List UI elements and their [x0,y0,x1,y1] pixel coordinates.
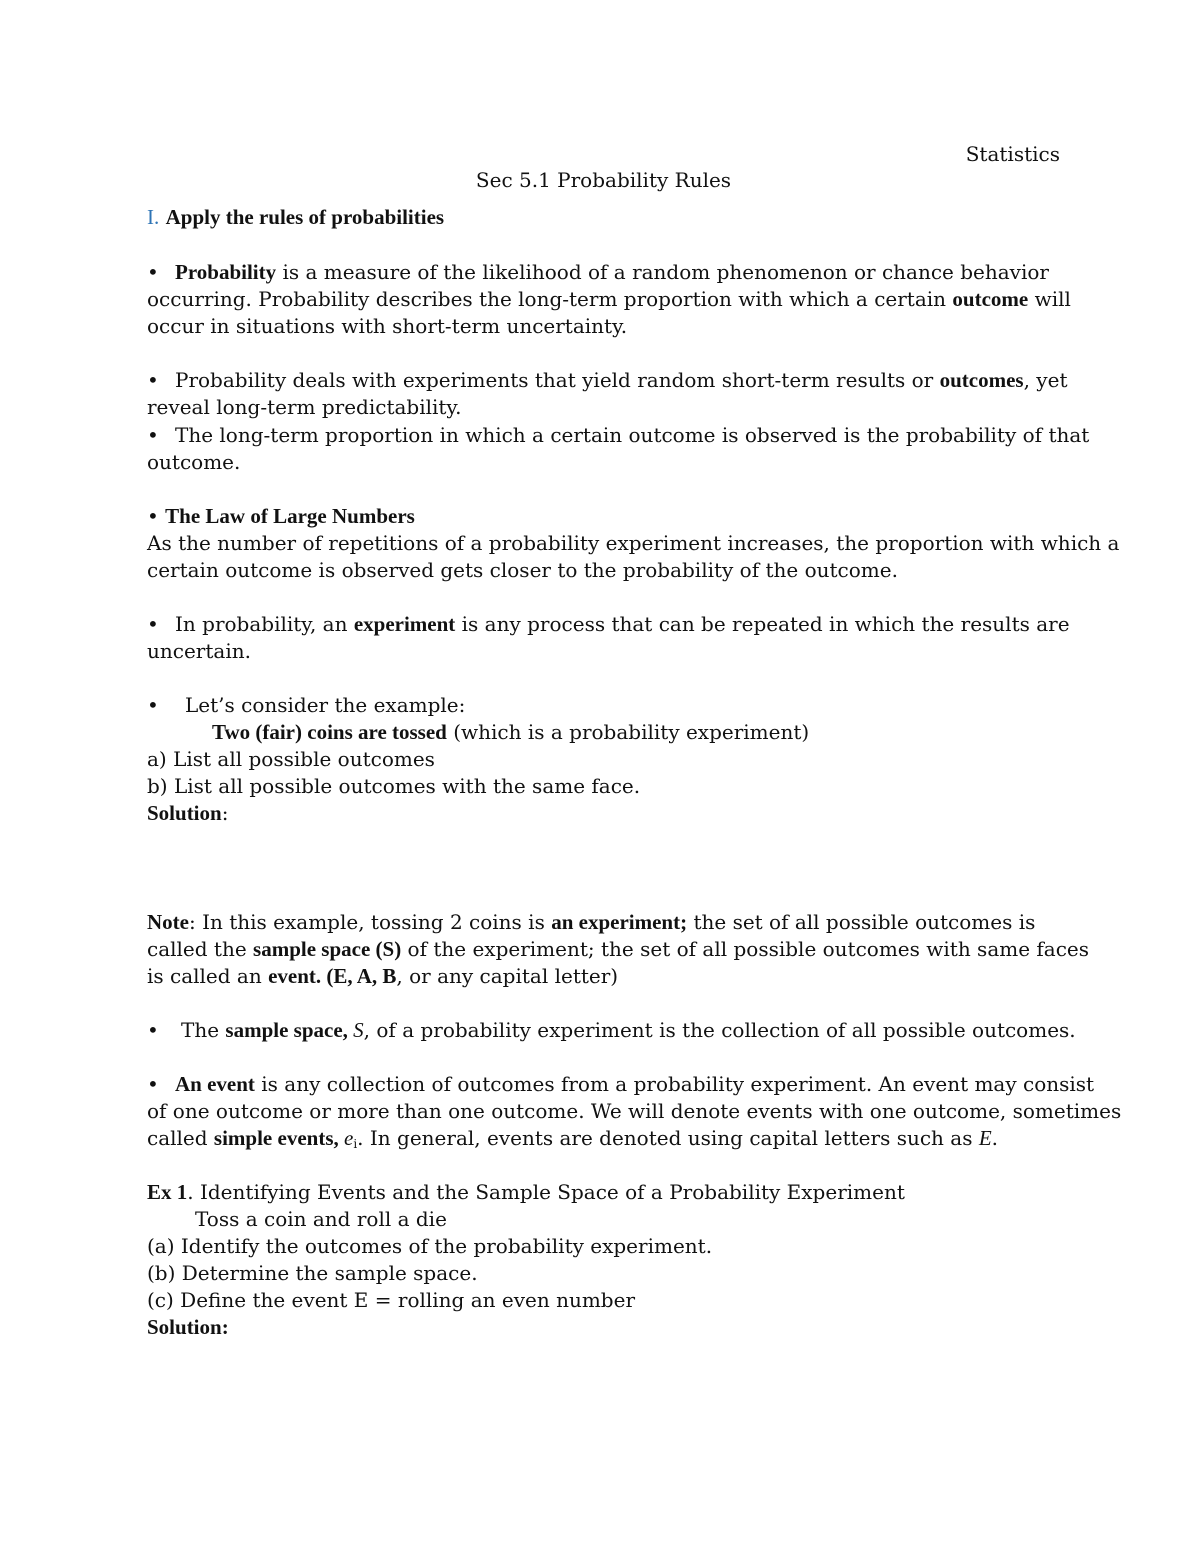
paragraph-experiment-line1 [147,611,1070,637]
term-sample-space: sample space (S) [253,937,402,961]
text: . Identifying Events and the Sample Space of a Probability Experiment [187,1180,905,1204]
example-intro [147,692,465,718]
ex1-part-a: (a) Identify the outcomes of the probability experiment. [147,1234,713,1258]
example-part-a: a) List all possible outcomes [147,747,435,771]
ex1-setup: Toss a coin and roll a die [195,1207,447,1231]
term-experiment: experiment [353,612,456,636]
term-event: event. (E, A, B [268,964,397,988]
symbol-e: e [338,1126,354,1150]
bullet: • [147,693,159,717]
text: The long-term proportion in which a certain outcome is observed is the probability of that [175,423,1090,447]
text: of the experiment; the set of all possible outcomes with same faces [401,937,1090,961]
symbol-s: S [347,1018,364,1042]
paragraph-longterm-line1 [147,422,1089,448]
section-heading [147,204,444,230]
text: . In general, events are denoted using capital letters such as [357,1126,979,1150]
solution-label: Solution [147,801,222,825]
paragraph-outcomes-line2: reveal long-term predictability. [147,395,462,419]
note-line3 [147,963,618,989]
text: is any collection of outcomes from a probability experiment. An event may consist [254,1072,1095,1096]
paragraph-outcomes-line1 [147,367,1067,393]
text: , yet [1023,368,1068,392]
law-heading [147,503,415,529]
text: occurring. Probability describes the long-term proportion with which a certain [147,287,953,311]
bullet: • [147,612,159,636]
text: Probability deals with experiments that yield random short-term results or [175,368,940,392]
note-label: Note [147,910,189,934]
law-title: The Law of Large Numbers [165,504,415,528]
paragraph-probability-line1 [147,259,1049,285]
term-simple-events: simple events, [213,1126,339,1150]
ex1-part-c: (c) Define the event E = rolling an even number [147,1288,636,1312]
text: In probability, an [175,612,354,636]
bullet: • [147,368,159,392]
term-sample-space-def: sample space, [225,1018,348,1042]
example-statement [212,719,809,745]
bullet: • [147,260,159,284]
law-line2: certain outcome is observed gets closer to the probability of the outcome. [147,558,898,582]
ex1-part-b: (b) Determine the sample space. [147,1261,478,1285]
text: Let’s consider the example: [185,693,466,717]
bullet: • [147,423,159,447]
term-an-experiment: an experiment; [551,910,688,934]
text: , of a probability experiment is the collection of all possible outcomes. [363,1018,1076,1042]
text: , or any capital letter) [396,964,619,988]
bullet: • [147,504,159,528]
paragraph-longterm-line2: outcome. [147,450,241,474]
example-solution [147,800,228,826]
text: called [147,1126,214,1150]
paragraph-probability-line3: occur in situations with short-term uncertainty. [147,314,628,338]
text: : In this example, tossing 2 coins is [188,910,552,934]
text: is a measure of the likelihood of a random phenomenon or chance behavior [276,260,1049,284]
text: The [181,1018,226,1042]
text: the set of all possible outcomes is [687,910,1036,934]
term-outcomes: outcomes [939,368,1024,392]
bullet: • [147,1018,159,1042]
text: . [991,1126,999,1150]
text: (which is a probability experiment) [446,720,810,744]
text: will [1028,287,1071,311]
term-outcome: outcome [952,287,1029,311]
text: is any process that can be repeated in which the results are [455,612,1070,636]
symbol-E: E [978,1126,992,1150]
example-part-b: b) List all possible outcomes with the same face. [147,774,641,798]
paragraph-probability-line2 [147,286,1071,312]
paragraph-event-line2: of one outcome or more than one outcome. We will denote events with one outcome, sometimes [147,1099,1122,1123]
example-bold: Two (fair) coins are tossed [212,720,447,744]
paragraph-event-line3 [147,1125,998,1157]
law-line1: As the number of repetitions of a probability experiment increases, the proportion with which a [147,531,1120,555]
term-an-event: An event [175,1072,255,1096]
page-title: Sec 5.1 Probability Rules [475,168,732,192]
text: : [221,801,229,825]
paragraph-sample-space [147,1017,1076,1043]
note-line1 [147,909,1035,935]
term-probability: Probability [175,260,277,284]
course-label: Statistics [965,142,1060,166]
paragraph-experiment-line2: uncertain. [147,639,251,663]
ex1-title [147,1179,905,1205]
note-line2 [147,936,1089,962]
bullet: • [147,1072,159,1096]
section-numeral: I. [147,205,160,229]
ex1-label: Ex 1 [147,1180,188,1204]
ex1-solution: Solution: [147,1315,229,1339]
text: is called an [147,964,269,988]
paragraph-event-line1 [147,1071,1094,1097]
subscript-i: i [353,1137,358,1151]
text: called the [147,937,254,961]
section-title: Apply the rules of probabilities [165,205,445,229]
